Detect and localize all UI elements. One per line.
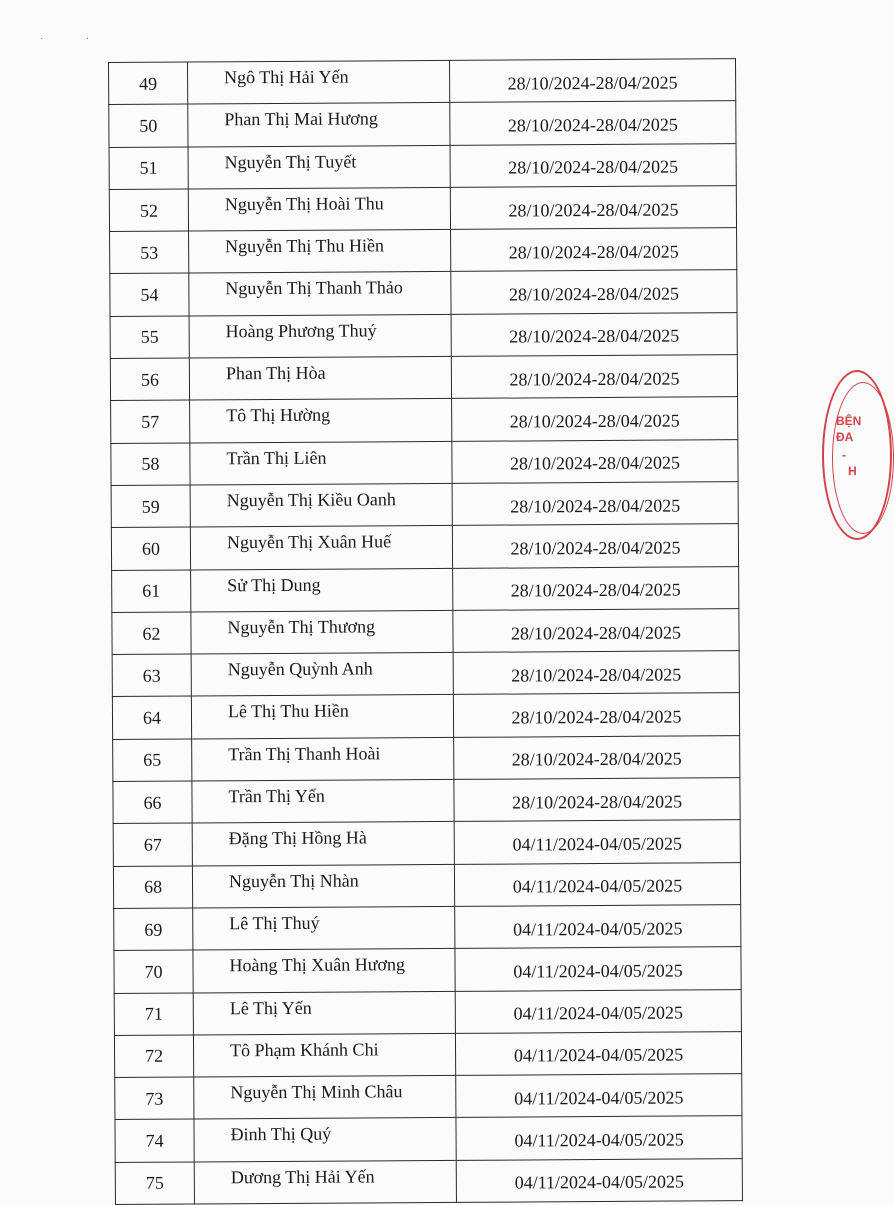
- full-name-cell: Trần Thị Yến: [192, 779, 454, 823]
- full-name-cell: Đinh Thị Quý: [194, 1118, 456, 1162]
- row-number-cell: 55: [110, 316, 189, 359]
- full-name-cell: Nguyễn Thị Xuân Huế: [190, 526, 452, 570]
- stamp-text-line2: ĐA: [836, 430, 854, 444]
- roster-body: [109, 59, 743, 1205]
- row-number-cell: 56: [110, 358, 189, 401]
- full-name-cell: Lê Thị Thu Hiền: [191, 695, 453, 739]
- staff-roster-table: [108, 58, 743, 1205]
- table-row: [115, 1116, 742, 1162]
- table-row: [112, 566, 739, 612]
- full-name-cell: Lê Thị Thuý: [193, 906, 455, 950]
- full-name-cell: Lê Thị Yến: [193, 991, 455, 1035]
- date-range-cell: 28/10/2024-28/04/2025: [453, 609, 739, 653]
- date-range-cell: 04/11/2024-04/05/2025: [455, 905, 741, 949]
- full-name-cell: Nguyễn Thị Thu Hiền: [189, 230, 451, 274]
- date-range-cell: 28/10/2024-28/04/2025: [453, 693, 739, 737]
- table-row: [109, 101, 736, 147]
- table-row: [115, 1158, 742, 1204]
- full-name-cell: Hoàng Phương Thuý: [189, 314, 451, 358]
- row-number-cell: 74: [115, 1119, 194, 1162]
- date-range-cell: 04/11/2024-04/05/2025: [454, 862, 740, 906]
- table-row: [111, 482, 738, 528]
- full-name-cell: Đặng Thị Hồng Hà: [192, 822, 454, 866]
- row-number-cell: 68: [113, 866, 192, 909]
- date-range-cell: 04/11/2024-04/05/2025: [454, 820, 740, 864]
- row-number-cell: 61: [112, 570, 191, 613]
- table-row: [114, 1031, 741, 1077]
- full-name-cell: Nguyễn Thị Tuyết: [188, 145, 450, 189]
- table-row: [110, 270, 737, 316]
- table-row: [112, 651, 739, 697]
- date-range-cell: 04/11/2024-04/05/2025: [455, 989, 741, 1033]
- full-name-cell: Nguyễn Thị Thanh Thảo: [189, 272, 451, 316]
- row-number-cell: 58: [111, 443, 190, 486]
- table-row: [109, 59, 736, 105]
- full-name-cell: Dương Thị Hải Yến: [194, 1160, 456, 1204]
- row-number-cell: 72: [114, 1035, 193, 1078]
- date-range-cell: 04/11/2024-04/05/2025: [456, 1158, 742, 1202]
- full-name-cell: Tô Phạm Khánh Chi: [193, 1033, 455, 1077]
- row-number-cell: 62: [112, 612, 191, 655]
- table-row: [113, 778, 740, 824]
- row-number-cell: 59: [111, 485, 190, 528]
- date-range-cell: 28/10/2024-28/04/2025: [454, 735, 740, 779]
- table-row: [111, 439, 738, 485]
- full-name-cell: Phan Thị Hòa: [189, 356, 451, 400]
- full-name-cell: Hoàng Thị Xuân Hương: [193, 949, 455, 993]
- row-number-cell: 73: [115, 1077, 194, 1120]
- full-name-cell: Nguyễn Thị Thương: [191, 610, 453, 654]
- date-range-cell: 28/10/2024-28/04/2025: [449, 59, 735, 103]
- full-name-cell: Phan Thị Mai Hương: [188, 103, 450, 147]
- date-range-cell: 28/10/2024-28/04/2025: [451, 228, 737, 272]
- full-name-cell: Sử Thị Dung: [191, 568, 453, 612]
- full-name-cell: Nguyễn Thị Kiều Oanh: [190, 483, 452, 527]
- scan-marks: · ·: [40, 34, 110, 45]
- row-number-cell: 49: [109, 62, 188, 105]
- full-name-cell: Trần Thị Liên: [190, 441, 452, 485]
- row-number-cell: 67: [113, 823, 192, 866]
- row-number-cell: 65: [113, 739, 192, 782]
- row-number-cell: 52: [109, 189, 188, 232]
- table-row: [113, 820, 740, 866]
- row-number-cell: 50: [109, 104, 188, 147]
- full-name-cell: Nguyễn Thị Hoài Thu: [188, 187, 450, 231]
- table-row: [109, 186, 736, 232]
- row-number-cell: 70: [114, 950, 193, 993]
- row-number-cell: 69: [114, 908, 193, 951]
- row-number-cell: 64: [112, 696, 191, 739]
- full-name-cell: Trần Thị Thanh Hoài: [192, 737, 454, 781]
- table-row: [109, 143, 736, 189]
- table-row: [111, 524, 738, 570]
- date-range-cell: 04/11/2024-04/05/2025: [455, 947, 741, 991]
- table-row: [111, 397, 738, 443]
- table-row: [114, 947, 741, 993]
- full-name-cell: Ngô Thị Hải Yến: [188, 60, 450, 104]
- row-number-cell: 66: [113, 781, 192, 824]
- full-name-cell: Nguyễn Thị Nhàn: [192, 864, 454, 908]
- row-number-cell: 51: [109, 147, 188, 190]
- date-range-cell: 04/11/2024-04/05/2025: [455, 1031, 741, 1075]
- date-range-cell: 28/10/2024-28/04/2025: [452, 439, 738, 483]
- table-row: [113, 735, 740, 781]
- table-row: [114, 905, 741, 951]
- stamp-text-line3: -: [842, 448, 846, 462]
- date-range-cell: 04/11/2024-04/05/2025: [456, 1116, 742, 1160]
- date-range-cell: 28/10/2024-28/04/2025: [451, 355, 737, 399]
- stamp-text-line4: H: [848, 464, 857, 478]
- date-range-cell: 04/11/2024-04/05/2025: [456, 1074, 742, 1118]
- date-range-cell: 28/10/2024-28/04/2025: [450, 143, 736, 187]
- row-number-cell: 60: [111, 527, 190, 570]
- red-seal-stamp: [822, 370, 892, 540]
- table-row: [110, 228, 737, 274]
- table-row: [112, 693, 739, 739]
- date-range-cell: 28/10/2024-28/04/2025: [451, 312, 737, 356]
- row-number-cell: 71: [114, 993, 193, 1036]
- table-row: [115, 1074, 742, 1120]
- table-row: [110, 312, 737, 358]
- table-row: [110, 355, 737, 401]
- date-range-cell: 28/10/2024-28/04/2025: [452, 397, 738, 441]
- date-range-cell: 28/10/2024-28/04/2025: [453, 566, 739, 610]
- date-range-cell: 28/10/2024-28/04/2025: [451, 270, 737, 314]
- row-number-cell: 53: [110, 231, 189, 274]
- date-range-cell: 28/10/2024-28/04/2025: [452, 482, 738, 526]
- full-name-cell: Nguyễn Thị Minh Châu: [194, 1076, 456, 1120]
- table-row: [112, 609, 739, 655]
- date-range-cell: 28/10/2024-28/04/2025: [450, 101, 736, 145]
- table-row: [113, 862, 740, 908]
- table-row: [114, 989, 741, 1035]
- full-name-cell: Nguyễn Quỳnh Anh: [191, 653, 453, 697]
- row-number-cell: 63: [112, 654, 191, 697]
- date-range-cell: 28/10/2024-28/04/2025: [452, 524, 738, 568]
- full-name-cell: Tô Thị Hường: [190, 399, 452, 443]
- date-range-cell: 28/10/2024-28/04/2025: [453, 651, 739, 695]
- row-number-cell: 54: [110, 273, 189, 316]
- row-number-cell: 75: [115, 1162, 194, 1205]
- row-number-cell: 57: [111, 400, 190, 443]
- date-range-cell: 28/10/2024-28/04/2025: [450, 186, 736, 230]
- date-range-cell: 28/10/2024-28/04/2025: [454, 778, 740, 822]
- stamp-text-line1: BỆN: [836, 414, 862, 428]
